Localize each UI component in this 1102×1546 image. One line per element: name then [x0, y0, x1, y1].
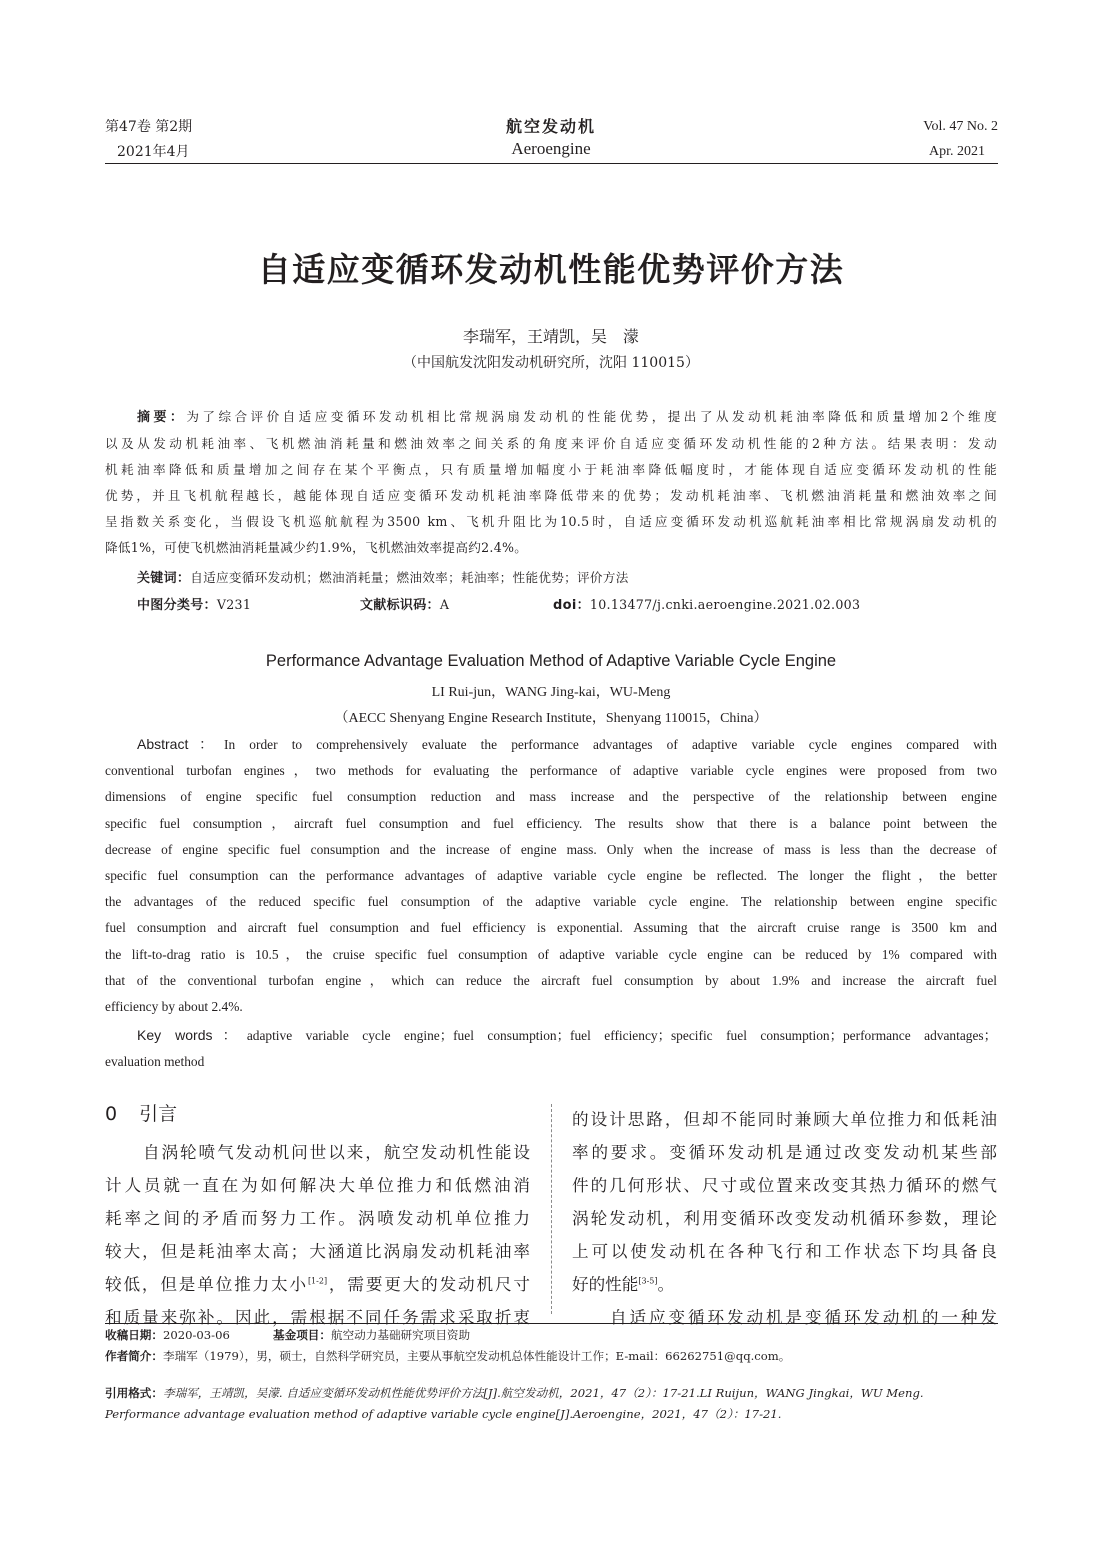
abstract-en-line: conventional turbofan engines，two methods for evaluating the performance of adaptive variable cycle engines were proposed from two	[105, 763, 997, 779]
citation-format: 引用格式：李瑞军，王靖凯，吴濛. 自适应变循环发动机性能优势评价方法[J].航空发动机，2021，47（2）：17-21.LI Ruijun，WANG Jingkai，WU Meng. Performance advantage evaluation method of adaptive variable cycle engine[J].Aeroengine，2021，47（2）：17-21.	[105, 1386, 924, 1421]
affiliation-en: （AECC Shenyang Engine Research Institute，Shenyang 110015，China）	[334, 711, 768, 726]
abstract-en-line: specific fuel consumption，aircraft fuel consumption and fuel efficiency. The results show that there is a balance point between the	[105, 815, 997, 831]
header-rule	[105, 163, 998, 164]
abstract-en	[105, 731, 997, 1020]
abstract-cn-label: 摘要：	[137, 410, 187, 425]
abstract-en-line: Abstract：In order to comprehensively evaluate the performance advantages of adaptive variable cycle engines compared with	[137, 736, 997, 752]
abstract-cn-line: 呈指数关系变化，当假设飞机巡航航程为3500 km、飞机升阻比为10.5时，自适应变循环发动机巡航耗油率相比常规涡扇发动机的	[105, 514, 997, 529]
header-journal-cn: 航空发动机	[505, 117, 596, 136]
abstract-cn-line: 降低1%，可使飞机燃油消耗量减少约1.9%，飞机燃油效率提高约2.4%。	[105, 540, 528, 555]
authors-en: LI Rui-jun，WANG Jing-kai，WU-Meng	[431, 685, 671, 700]
body-right-column: 的设计思路，但却不能同时兼顾大单位推力和低耗油 率的要求。变循环发动机是通过改变发动机某些部 件的几何形状、尺寸或位置来改变其热力循环的燃气 涡轮发动机，利用变循环改变发动机循环参数，理论 上可以使发动机在各种飞行和工作状态下均具备良 好的性能[3-5]。 自适应变循环发动机是变循环发动机的一种发	[572, 1110, 997, 1327]
header-volume-en: Vol. 47 No. 2	[923, 119, 998, 134]
abstract-en-line: fuel consumption and aircraft fuel consumption and fuel efficiency is exponential. Assuming that the aircraft cruise range is 3500 km and	[105, 920, 997, 936]
citation-label: 引用格式：	[105, 1386, 163, 1400]
abstract-en-line: the advantages of the reduced specific fuel consumption of the adaptive variable cycle engine. The relationship between engine specific	[105, 894, 997, 910]
abstract-en-line: dimensions of engine specific fuel consumption reduction and mass increase and the perspective of the relationship between engine	[105, 789, 997, 805]
column-divider	[551, 1104, 552, 1314]
author-bio: 作者简介：李瑞军（1979），男，硕士，自然科学研究员，主要从事航空发动机总体性能设计工作；E-mail：66262751@qq.com。	[105, 1349, 791, 1363]
abstract-en-line: that of the conventional turbofan engine，which can reduce the aircraft fuel consumption by about 1.9% and increase the aircraft fuel	[105, 972, 997, 988]
keywords-en-label: Key words：	[137, 1027, 247, 1043]
header-volume-issue: 第47卷 第2期	[105, 119, 193, 135]
abstract-cn-line: 机耗油率降低和质量增加之间存在某个平衡点，只有质量增加幅度小于耗油率降低幅度时，才能体现自适应变循环发动机的性能	[105, 462, 997, 477]
affiliation-cn: （中国航发沈阳发动机研究所，沈阳 110015）	[403, 355, 699, 371]
citation-ref: [1-2]	[307, 1276, 328, 1286]
citation-ref: [3-5]	[638, 1276, 658, 1286]
header-date-en: Apr. 2021	[929, 144, 985, 159]
section-number: 0	[105, 1103, 118, 1125]
abstract-en-line: the lift-to-drag ratio is 10.5，the cruise specific fuel consumption of adaptive variable cycle engine can be reduced by 1% compared with	[105, 946, 997, 962]
doi: doi：10.13477/j.cnki.aeroengine.2021.02.003	[553, 597, 861, 613]
abstract-cn	[105, 404, 997, 561]
document-code: 文献标识码：A	[360, 597, 450, 613]
abstract-en-line: decrease of engine specific fuel consumption and the increase of engine mass. Only when the increase of mass is less than the decrease of	[105, 841, 997, 857]
abstract-cn-line: 优势，并且飞机航程越长，越能体现自适应变循环发动机耗油率降低带来的优势；发动机耗油率、飞机燃油消耗量和燃油效率之间	[105, 488, 997, 503]
abstract-en-line: specific fuel consumption can the performance advantages of adaptive variable cycle engine be reflected. The longer the flight，the better	[105, 868, 997, 884]
footnote-rule	[105, 1323, 998, 1324]
section-heading	[105, 1099, 177, 1126]
keywords-cn-label: 关键词：	[137, 571, 191, 586]
abstract-cn-line: 摘要：为了综合评价自适应变循环发动机相比常规涡扇发动机的性能优势，提出了从发动机耗油率降低和质量增加2个维度	[137, 409, 997, 425]
received-date: 收稿日期：2020-03-06	[105, 1328, 230, 1342]
abstract-en-label: Abstract：	[137, 736, 224, 752]
abstract-cn-line: 以及从发动机耗油率、飞机燃油消耗量和燃油效率之间关系的角度来评价自适应变循环发动机性能的2种方法。结果表明：发动	[105, 436, 997, 451]
body-left-column: 自涡轮喷气发动机问世以来，航空发动机性能设 计人员就一直在为如何解决大单位推力和低燃油消 耗率之间的矛盾而努力工作。涡喷发动机单位推力 较大，但是耗油率太高；大涵道比涡扇发动机耗油率 较低，但是单位推力太小[1-2]，需要更大的发动机尺寸 和质量来弥补。因此，需根据不同任务需求采取折衷	[105, 1143, 530, 1327]
header-date-cn: 2021年4月	[117, 144, 190, 160]
keywords-cn: 关键词：自适应变循环发动机；燃油消耗量；燃油效率；耗油率；性能优势；评价方法	[137, 570, 629, 586]
fund-project: 基金项目：航空动力基础研究项目资助	[273, 1328, 471, 1342]
header-journal-en: Aeroengine	[511, 139, 591, 158]
authors-cn: 李瑞军，王靖凯，吴 濛	[462, 327, 639, 346]
paper-title-en: Performance Advantage Evaluation Method of Adaptive Variable Cycle Engine	[265, 652, 837, 670]
abstract-en-line: efficiency by about 2.4%.	[105, 999, 243, 1015]
keywords-en: Key words：adaptive variable cycle engine；fuel consumption；fuel efficiency；specific fuel consumption；performance advantages； evaluation method	[105, 1027, 998, 1070]
section-title: 引言	[139, 1103, 178, 1125]
clc-number: 中图分类号：V231	[137, 597, 252, 613]
paper-title-cn: 自适应变循环发动机性能优势评价方法	[257, 250, 845, 289]
